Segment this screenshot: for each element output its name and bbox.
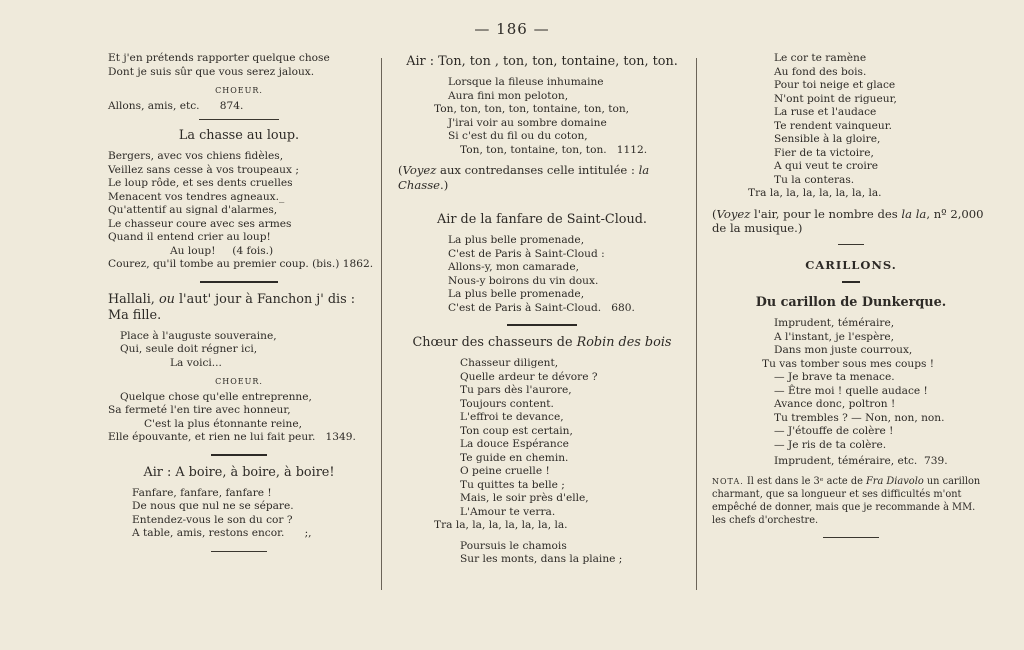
nota-text: Fra Diavolo bbox=[866, 475, 924, 487]
verse-line: C'est la plus étonnante reine, bbox=[144, 417, 302, 430]
verse-line: Imprudent, téméraire, etc. 739. bbox=[774, 455, 948, 467]
verse-line: Tu la conteras. bbox=[774, 173, 855, 186]
column-right bbox=[712, 52, 990, 544]
verse-line: Tu vas tomber sous mes coups ! bbox=[762, 357, 935, 370]
chorus-label: CHOEUR. bbox=[215, 86, 263, 95]
verse-line: La plus belle promenade, bbox=[448, 234, 585, 246]
song-title bbox=[398, 335, 686, 351]
nota-label: NOTA. bbox=[712, 476, 744, 486]
song-title: La chasse au loup. bbox=[178, 128, 300, 143]
section-heading: CARILLONS. bbox=[805, 257, 897, 272]
verse-line: Allons, amis, etc. 874. bbox=[108, 99, 244, 112]
verse-line: Tra la, la, la, la, la, la, la. bbox=[748, 187, 882, 199]
song-title: Air de la fanfare de Saint-Cloud. bbox=[437, 212, 647, 227]
verse-line: Poursuis le chamois bbox=[460, 539, 567, 552]
verse-line: Dans mon juste courroux, bbox=[774, 344, 913, 356]
verse-line: Aura fini mon peloton, bbox=[448, 89, 569, 102]
verse-line: Chasseur diligent, bbox=[460, 357, 559, 369]
verse-line: A qui veut te croire bbox=[774, 160, 879, 172]
verse-line: — J'étouffe de colère ! bbox=[774, 425, 894, 437]
verse-line: N'ont point de rigueur, bbox=[774, 92, 897, 105]
song-title bbox=[108, 292, 370, 324]
chorus-label: CHOEUR. bbox=[215, 377, 263, 386]
verse-line: Entendez-vous le son du cor ? bbox=[132, 513, 293, 526]
note-part: Voyez bbox=[402, 163, 437, 177]
divider bbox=[507, 324, 577, 326]
song-title-part: l'aut' jour à Fanchon j' dis : Ma fille. bbox=[108, 291, 356, 323]
verse-line: Ton coup est certain, bbox=[460, 424, 573, 437]
note-part: , nº 2,000 de la musique.) bbox=[712, 206, 984, 235]
verse-line: Tu quittes ta belle ; bbox=[460, 478, 565, 491]
verse-line: Elle épouvante, et rien ne lui fait peur. 1349. bbox=[108, 431, 356, 443]
song-title-part: Robin des bois bbox=[576, 335, 672, 350]
note-part: ( bbox=[398, 163, 403, 177]
verse-line: Te guide en chemin. bbox=[460, 451, 569, 464]
note-part: la la bbox=[901, 206, 927, 221]
verse-line: Toujours content. bbox=[460, 397, 554, 410]
divider bbox=[842, 281, 860, 283]
note bbox=[398, 163, 686, 192]
verse-line: Et j'en prétends rapporter quelque chose bbox=[108, 52, 330, 64]
song-title-part: Hallali, bbox=[108, 291, 159, 307]
verse-line: La voici... bbox=[170, 356, 222, 369]
verse-line: Au loup! (4 fois.) bbox=[170, 244, 274, 257]
verse-line: Au fond des bois. bbox=[774, 65, 867, 78]
verse-line: Sur les monts, dans la plaine ; bbox=[460, 553, 623, 565]
verse-line: Qui, seule doit régner ici, bbox=[120, 343, 258, 355]
verse-line: Quelque chose qu'elle entreprenne, bbox=[120, 390, 312, 403]
song-title: Air : A boire, à boire, à boire! bbox=[143, 464, 335, 480]
verse-line: — Je ris de ta colère. bbox=[774, 438, 887, 451]
divider bbox=[199, 119, 279, 120]
verse-line: Ton, ton, tontaine, ton, ton. 1112. bbox=[460, 143, 648, 156]
verse-line: Fanfare, fanfare, fanfare ! bbox=[132, 486, 272, 499]
verse-line: J'irai voir au sombre domaine bbox=[448, 116, 607, 129]
verse-line: Quand il entend crier au loup! bbox=[108, 231, 271, 243]
divider bbox=[823, 537, 879, 538]
verse-line: Sensible à la gloire, bbox=[774, 133, 881, 145]
note-part: .) bbox=[440, 177, 449, 192]
note-part: l'air, pour le nombre des bbox=[750, 206, 902, 221]
note-part: la Chasse bbox=[398, 163, 650, 192]
song-title-part: Chœur des chasseurs de bbox=[412, 335, 577, 350]
nota-text: un carillon charmant, que sa longueur et ses difficultés m'ont empêché de donner, mais que je recommande à MM. les chefs d'orchestre. bbox=[712, 475, 981, 526]
nota-text: Il est dans le 3ᵉ acte de bbox=[743, 475, 866, 487]
column-middle bbox=[398, 52, 686, 567]
verse-line: L'effroi te devance, bbox=[460, 411, 564, 423]
verse-line: La ruse et l'audace bbox=[774, 106, 877, 118]
nota bbox=[712, 475, 990, 527]
page-number: — 186 — bbox=[474, 20, 550, 38]
column-divider bbox=[696, 58, 697, 590]
verse-line: Si c'est du fil ou du coton, bbox=[448, 130, 588, 142]
verse-line: Pour toi neige et glace bbox=[774, 79, 896, 91]
verse-line: Courez, qu'il tombe au premier coup. (bis.) 1862. bbox=[108, 258, 374, 270]
verse-line: Nous-y boirons du vin doux. bbox=[448, 274, 599, 287]
verse-line: Tra la, la, la, la, la, la, la. bbox=[434, 519, 568, 531]
verse-line: Le chasseur coure avec ses armes bbox=[108, 217, 292, 230]
verse-line: Allons-y, mon camarade, bbox=[448, 261, 579, 273]
verse-line: Mais, le soir près d'elle, bbox=[460, 492, 589, 504]
verse-line: Le cor te ramène bbox=[774, 52, 867, 64]
column-left bbox=[108, 52, 374, 558]
verse-line: O peine cruelle ! bbox=[460, 465, 550, 477]
note-part: ( bbox=[712, 206, 717, 221]
verse-line: Lorsque la fileuse inhumaine bbox=[448, 76, 604, 88]
verse-line: La douce Espérance bbox=[460, 438, 569, 450]
divider bbox=[200, 281, 278, 283]
verse-line: A l'instant, je l'espère, bbox=[774, 330, 895, 343]
song-title: Air : Ton, ton , ton, ton, tontaine, ton, ton. bbox=[406, 54, 678, 69]
verse-line: C'est de Paris à Saint-Cloud. 680. bbox=[448, 301, 635, 314]
verse-line: Sa fermeté l'en tire avec honneur, bbox=[108, 404, 291, 416]
verse-line: Place à l'auguste souveraine, bbox=[120, 329, 277, 342]
verse-line: Tu pars dès l'aurore, bbox=[460, 384, 572, 396]
verse-line: Quelle ardeur te dévore ? bbox=[460, 370, 598, 383]
verse-line: Fier de ta victoire, bbox=[774, 146, 874, 159]
verse-line: Le loup rôde, et ses dents cruelles bbox=[108, 177, 293, 189]
verse-line: Te rendent vainqueur. bbox=[774, 119, 893, 132]
song-title: Du carillon de Dunkerque. bbox=[755, 295, 947, 310]
divider bbox=[211, 551, 267, 552]
verse-line: De nous que nul ne se sépare. bbox=[132, 500, 294, 512]
note-part: Voyez bbox=[716, 206, 751, 221]
divider bbox=[838, 244, 864, 245]
verse-line: Qu'attentif au signal d'alarmes, bbox=[108, 204, 278, 216]
song-title-part: ou bbox=[158, 291, 175, 307]
divider bbox=[211, 454, 267, 456]
column-divider bbox=[381, 58, 382, 590]
verse-line: — Être moi ! quelle audace ! bbox=[774, 384, 928, 397]
verse-line: Menacent vos tendres agneaux._ bbox=[108, 190, 285, 203]
verse-line: Avance donc, poltron ! bbox=[774, 398, 896, 410]
verse-line: Tu trembles ? — Non, non, non. bbox=[774, 411, 945, 424]
verse-line: C'est de Paris à Saint-Cloud : bbox=[448, 247, 605, 260]
verse-line: Bergers, avec vos chiens fidèles, bbox=[108, 150, 284, 162]
verse-line: — Je brave ta menace. bbox=[774, 371, 895, 383]
verse-line: La plus belle promenade, bbox=[448, 288, 585, 300]
verse-line: L'Amour te verra. bbox=[460, 505, 556, 518]
verse-line: A table, amis, restons encor. ;, bbox=[132, 527, 312, 539]
verse-line: Dont je suis sûr que vous serez jaloux. bbox=[108, 65, 315, 78]
verse-line: Ton, ton, ton, ton, tontaine, ton, ton, bbox=[434, 103, 630, 115]
note-part: aux contredanses celle intitulée : bbox=[436, 163, 639, 177]
verse-line: Veillez sans cesse à vos troupeaux ; bbox=[108, 163, 299, 176]
note bbox=[712, 207, 990, 236]
verse-line: Imprudent, téméraire, bbox=[774, 317, 895, 329]
